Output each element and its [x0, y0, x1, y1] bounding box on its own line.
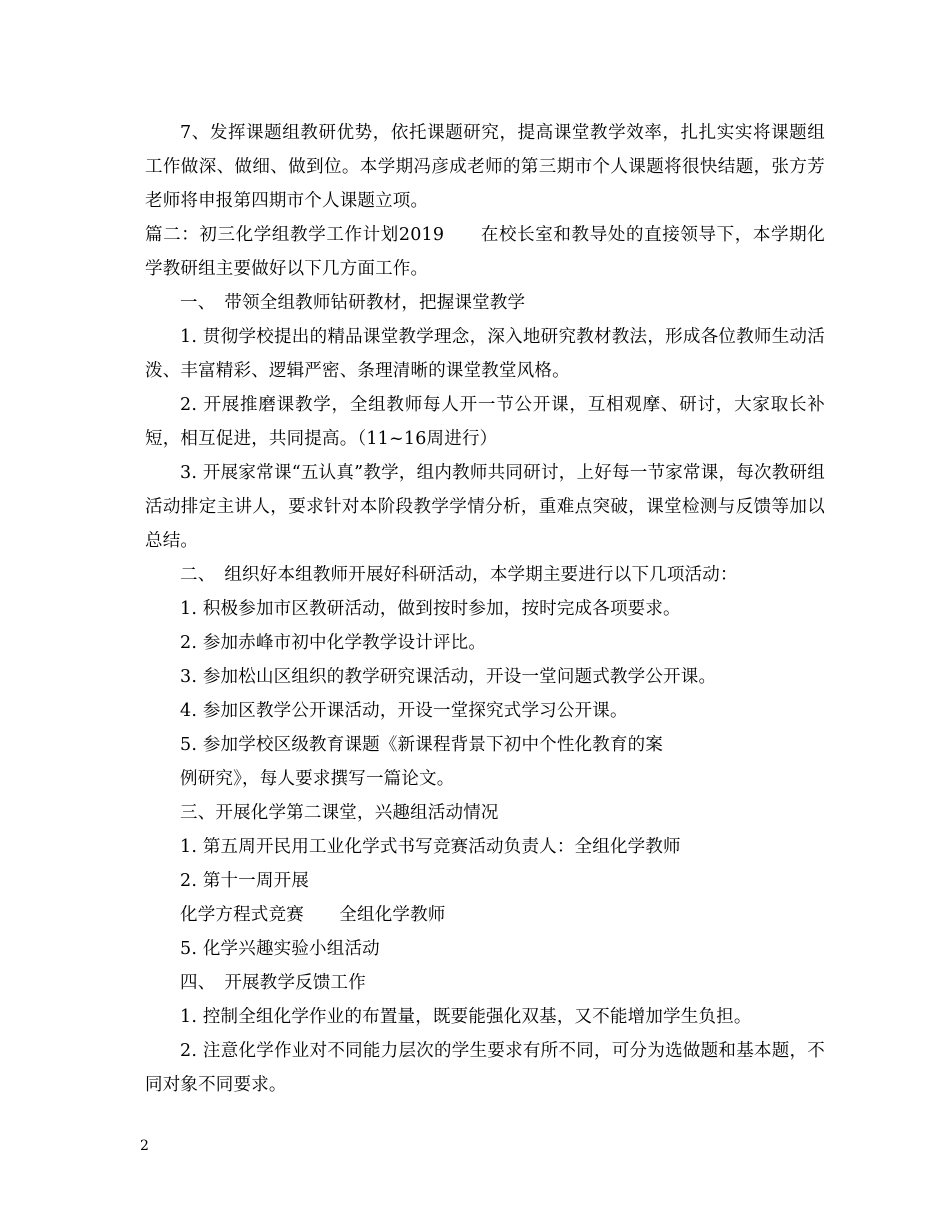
list-item-continuation: 例研究》，每人要求撰写一篇论文。 — [180, 769, 455, 789]
list-item: 2. 第十一周开展 — [180, 871, 310, 891]
list-item: 4. 参加区教学公开课活动，开设一堂探究式学习公开课。 — [180, 701, 628, 721]
list-item-continuation: 化学方程式竞赛 全组化学教师 — [180, 905, 446, 925]
list-item: 5. 化学兴趣实验小组活动 — [180, 939, 380, 959]
list-item: 3. 参加松山区组织的教学研究课活动，开设一堂问题式教学公开课。 — [180, 667, 717, 687]
list-item: 5. 参加学校区级教育课题《新课程背景下初中个性化教育的案 — [180, 735, 664, 755]
list-item: 1. 控制全组化学作业的布置量，既要能强化双基，又不能增加学生负担。 — [180, 1007, 752, 1027]
list-item: 1. 贯彻学校提出的精品课堂教学理念，深入地研究教材教法，形成各位教师生动活泼、丰富精彩、逻辑严密、条理清晰的课堂教堂风格。 — [145, 327, 825, 381]
list-item: 3. 开展家常课“五认真”教学，组内教师共同研讨，上好每一节家常课，每次教研组活动排定主讲人，要求针对本阶段教学学情分析，重难点突破，课堂检测与反馈等加以总结。 — [145, 463, 825, 551]
section-heading-one: 一、 带领全组教师钻研教材，把握课堂教学 — [180, 293, 526, 313]
page-number: 2 — [140, 1138, 149, 1154]
section-heading-four: 四、 开展教学反馈工作 — [180, 973, 366, 993]
list-item: 2. 参加赤峰市初中化学教学设计评比。 — [180, 633, 487, 653]
list-item: 1. 积极参加市区教研活动，做到按时参加，按时完成各项要求。 — [180, 599, 681, 619]
section-heading-two: 二、 组织好本组教师开展好科研活动，本学期主要进行以下几项活动： — [180, 565, 738, 585]
document-body — [145, 116, 825, 1102]
list-item: 2. 注意化学作业对不同能力层次的学生要求有所不同，可分为选做题和基本题，不同对象不同要求。 — [145, 1041, 825, 1095]
paragraph-plan-two-intro: 篇二：初三化学组教学工作计划2019 在校长室和教导处的直接领导下，本学期化学教研组主要做好以下几方面工作。 — [145, 225, 825, 279]
section-heading-three: 三、开展化学第二课堂，兴趣组活动情况 — [180, 803, 499, 823]
paragraph-research-advantage: 7、发挥课题组教研优势，依托课题研究，提高课堂教学效率，扎扎实实将课题组工作做深、做细、做到位。本学期冯彦成老师的第三期市个人课题将很快结题，张方芳老师将申报第四期市个人课题立项。 — [145, 123, 825, 211]
list-item: 2. 开展推磨课教学，全组教师每人开一节公开课，互相观摩、研讨，大家取长补短，相互促进，共同提高。（11~16周进行） — [145, 395, 825, 449]
list-item: 1. 第五周开民用工业化学式书写竞赛活动负责人：全组化学教师 — [180, 837, 681, 857]
